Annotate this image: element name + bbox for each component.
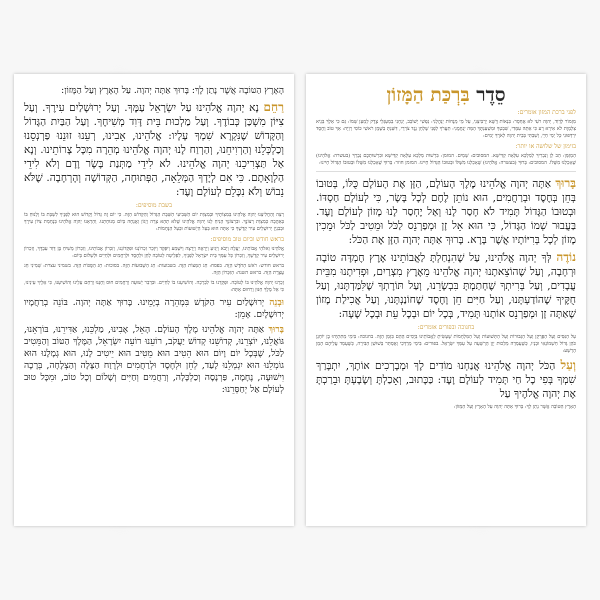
veal-paragraph <box>316 358 576 401</box>
uvneh-initial: וּבְנֵה <box>269 298 284 308</box>
hazan-paragraph <box>316 176 576 247</box>
nodeh-text: לְּךָ יְהוָה אֱלֹהֵינוּ, עַל שֶׁהִנְחַלְתָּ לַאֲבוֹתֵינוּ אֶרֶץ חֶמְדָּה טוֹבָה וּרְחָבָה, וְעַל שֶׁהוֹצֵאתָנוּ יְהוָה אֱלֹהֵינוּ מֵאֶרֶץ מִצְרַיִם, וּפְדִיתָנוּ מִבֵּית עֲבָדִים, וְעַל בְּרִיתְךָ שֶׁחָתַמְתָּ בִּבְשָׂרֵנוּ, וְעַל תּוֹרָתְךָ שֶׁלִּמַּדְתָּנוּ, וְעַל חֻקֶּיךָ שֶׁהוֹדַעְתָּנוּ, וְעַל חַיִּים חֵן וָחֶסֶד שֶׁחוֹנַנְתָּנוּ, וְעַל אֲכִילַת מָזוֹן שָׁאַתָּה זָן וּמְפַרְנֵס אוֹתָנוּ תָּמִיד, בְּכָל יוֹם וּבְכָל עֵת וּבְכָל שָׁעָה: <box>316 252 576 320</box>
chanukah-heading: בחנוכה ובפורים אומרים: <box>417 324 475 331</box>
veal-text: הַכֹּל יְהוָה אֱלֹהֵינוּ אֲנַחְנוּ מוֹדִים לָךְ וּמְבָרְכִים אוֹתָךְ, יִתְבָּרַךְ שִׁמְךָ בְּפִי כָל חַי תָּמִיד לְעוֹלָם וָעֶד: כַּכָּתוּב, וְאָכַלְתָּ וְשָׂבָעְתָּ וּבֵרַכְתָּ אֶת יְהוָה אֱלֹהֶיךָ עַל <box>316 360 576 400</box>
baruch-text: אַתָּה יְהוָה אֱלֹהֵינוּ מֶלֶךְ הָעוֹלָם. הָאֵל, אָבִינוּ, מַלְכֵּנוּ, אַדִּירֵנוּ, בּוֹרְאֵנוּ, גּוֹאֲלֵנוּ, יוֹצְרֵנוּ, קְדוֹשֵׁנוּ קְדוֹשׁ יַעֲקֹב, רוֹעֵנוּ רוֹעֵה יִשְׂרָאֵל, הַמֶּלֶךְ הַטּוֹב וְהַמֵּטִיב לַכֹּל, שֶׁבְּכָל יוֹם וָיוֹם הוּא הֵטִיב הוּא מֵטִיב הוּא יֵיטִיב לָנוּ, הוּא גְמָלָנוּ הוּא גוֹמְלֵנוּ הוּא יִגְמְלֵנוּ לָעַד, לְחֵן וּלְחֶסֶד וּלְרַחֲמִים וּלְרֶוַח הַצָּלָה וְהַצְלָחָה, בְּרָכָה וִישׁוּעָה, נֶחָמָה, פַּרְנָסָה וְכַלְכָּלָה, וְרַחֲמִים וְחַיִּים וְשָׁלוֹם וְכָל טוֹב, וּמִכָּל טוּב לְעוֹלָם אַל יְחַסְּרֵנוּ: <box>24 325 284 395</box>
rachem-text: נָא יְהוָה אֱלֹהֵינוּ עַל יִשְׂרָאֵל עַמֶּךָ. וְעַל יְרוּשָׁלַיִם עִירֶךָ. וְעַל צִיּוֹן מִשְׁכַּן כְּבוֹדֶךָ. וְעַל מַלְכוּת בֵּית דָּוִד מְשִׁיחֶךָ. וְעַל הַבַּיִת הַגָּדוֹל וְהַקָּדוֹשׁ שֶׁנִּקְרָא שִׁמְךָ עָלָיו: אֱלֹהֵינוּ, אָבִינוּ, רְעֵנוּ זוּנֵנוּ פַּרְנְסֵנוּ וְכַלְכְּלֵנוּ וְהַרְוִיחֵנוּ, וְהַרְוַח לָנוּ יְהוָה אֱלֹהֵינוּ מְהֵרָה מִכָּל צָרוֹתֵינוּ. וְנָא אַל תַּצְרִיכֵנוּ יְהוָה אֱלֹהֵינוּ. לֹא לִידֵי מַתְּנַת בָּשָׂר וָדָם וְלֹא לִידֵי הַלְוָאָתָם. כִּי אִם לְיָדְךָ הַמְּלֵאָה, הַפְּתוּחָה, הַקְּדוֹשָׁה וְהָרְחָבָה. שֶׁלֹּא נֵבוֹשׁ וְלֹא נִכָּלֵם לְעוֹלָם וָעֶד: <box>24 102 284 198</box>
chanukah-text: עַל הַנִּסִּים וְעַל הַפֻּרְקָן וְעַל הַגְּבוּרוֹת וְעַל הַתְּשׁוּעוֹת וְעַל הַמִּלְחָמוֹת שֶׁעָשִׂיתָ לַאֲבוֹתֵינוּ בַּיָּמִים הָהֵם בִּזְּמַן הַזֶּה. בחנוכה: בִּימֵי מַתִּתְיָהוּ בֶן יוֹחָנָן כֹּהֵן גָּדוֹל חַשְׁמוֹנָאִי וּבָנָיו, כְּשֶׁעָמְדָה מַלְכוּת יָוָן הָרְשָׁעָה עַל עַמְּךָ יִשְׂרָאֵל. בפורים: בִּימֵי מָרְדְּכַי וְאֶסְתֵּר בְּשׁוּשַׁן הַבִּירָה, כְּשֶׁעָמַד עֲלֵיהֶם הָמָן הָרָשָׁע: <box>316 334 576 354</box>
uvneh-paragraph <box>24 297 284 321</box>
divider <box>316 171 576 172</box>
title-part2: בִּרְכַּת הַמָּזוֹן <box>386 84 470 106</box>
retzeh-text: רְצֵה וְהַחֲלִיצֵנוּ יְהוָה אֱלֹהֵינוּ בְּמִצְוֹתֶיךָ וּבְמִצְוַת יוֹם הַשְּׁבִיעִי הַשַּׁבָּת הַגָּדוֹל וְהַקָּדוֹשׁ הַזֶּה. כִּי יוֹם זֶה גָּדוֹל וְקָדוֹשׁ הוּא לְפָנֶיךָ לִשְׁבָּת בּוֹ וְלָנוּחַ בּוֹ בְּאַהֲבָה כְּמִצְוַת רְצוֹנֶךָ. וּבִרְצוֹנְךָ הָנִיחַ לָנוּ יְהוָה אֱלֹהֵינוּ שֶׁלֹּא תְהֵא צָרָה וְיָגוֹן וַאֲנָחָה בְּיוֹם מְנוּחָתֵנוּ. וְהַרְאֵנוּ יְהוָה אֱלֹהֵינוּ בְּנֶחָמַת צִיּוֹן עִירֶךָ וּבְבִנְיַן יְרוּשָׁלַיִם עִיר קָדְשֶׁךָ כִּי אַתָּה הוּא בַּעַל הַיְשׁוּעוֹת וּבַעַל הַנֶּחָמוֹת: <box>24 212 284 232</box>
rachem-initial: רַחֵם <box>263 100 284 114</box>
bottom-small-text: הָאָרֶץ הַטּוֹבָה אֲשֶׁר נָתַן לָךְ: בָּרוּךְ אַתָּה יְהוָה עַל הָאָרֶץ וְעַל הַמָּזוֹן: <box>453 404 576 410</box>
nodeh-paragraph <box>316 250 576 321</box>
rosh-chodesh-label: בראש חודש וביום טוב מוסיפים: <box>210 236 284 243</box>
shabbat-label: בשבת מוסיפים: <box>135 202 173 209</box>
rachem-paragraph <box>24 100 284 199</box>
occasions-text: בראש חודש: רֹאשׁ הַחֹדֶשׁ הַזֶּה. בפסח: חַג הַמַּצּוֹת הַזֶּה. בשבועות: חַג הַשָּׁבוּעוֹת הַזֶּה. בסוכות: חַג הַסֻּכּוֹת הַזֶּה. בשמיני עצרת: שְׁמִינִי חַג עֲצֶרֶת הַזֶּה. בראש השנה: הַזִּכָּרוֹן הַזֶּה. <box>24 263 284 276</box>
left-top-lines: הָאָרֶץ הַטּוֹבָה אֲשֶׁר נָתַן לָךְ: בָּרוּךְ אַתָּה יְהוָה. עַל הָאָרֶץ וְעַל הַמָּזוֹן: <box>61 86 284 96</box>
intro-text: מִזְמוֹר לְדָוִד, יְהוָה רֹעִי לֹא אֶחְסָר: בִּנְאוֹת דֶּשֶׁא יַרְבִּיצֵנִי, עַל מֵי מְנֻחוֹת יְנַהֲלֵנִי: נַפְשִׁי יְשׁוֹבֵב, יַנְחֵנִי בְמַעְגְּלֵי צֶדֶק לְמַעַן שְׁמוֹ: גַּם כִּי אֵלֵךְ בְּגֵיא צַלְמָוֶת לֹא אִירָא רָע כִּי אַתָּה עִמָּדִי, שִׁבְטְךָ וּמִשְׁעַנְתֶּךָ הֵמָּה יְנַחֲמֻנִי: תַּעֲרֹךְ לְפָנַי שֻׁלְחָן נֶגֶד צֹרְרָי, דִּשַּׁנְתָּ בַשֶּׁמֶן רֹאשִׁי כּוֹסִי רְוָיָה: אַךְ טוֹב וָחֶסֶד יִרְדְּפוּנִי כָּל יְמֵי חַיָּי, וְשַׁבְתִּי בְּבֵית יְהוָה לְאֹרֶךְ יָמִים: <box>316 119 576 139</box>
zochrenu-text: זָכְרֵנוּ יְהוָה אֱלֹהֵינוּ בּוֹ לְטוֹבָה. וּפָקְדֵנוּ בוֹ לִבְרָכָה. וְהוֹשִׁיעֵנוּ בוֹ לְחַיִּים. וּבִדְבַר יְשׁוּעָה וְרַחֲמִים חוּס וְחָנֵּנוּ וְרַחֵם עָלֵינוּ וְהוֹשִׁיעֵנוּ, כִּי אֵלֶיךָ עֵינֵינוּ, כִּי אֵל מֶלֶךְ חַנּוּן וְרַחוּם אָתָּה: <box>24 280 284 293</box>
baruch-paragraph <box>24 324 284 396</box>
hazan-initial: בָּרוּךְ <box>555 176 577 190</box>
yaaleh-text: אֱלֹהֵינוּ וֵאלֹהֵי אֲבוֹתֵינוּ, יַעֲלֶה וְיָבֹא וְיַגִּיעַ וְיֵרָאֶה וְיֵרָצֶה וְיִשָּׁמַע וְיִפָּקֵד וְיִזָּכֵר זִכְרוֹנֵנוּ וּפִקְדוֹנֵנוּ, וְזִכְרוֹן אֲבוֹתֵינוּ, וְזִכְרוֹן מָשִׁיחַ בֶּן דָּוִד עַבְדֶּךָ, וְזִכְרוֹן יְרוּשָׁלַיִם עִיר קָדְשֶׁךָ, וְזִכְרוֹן כָּל עַמְּךָ בֵּית יִשְׂרָאֵל לְפָנֶיךָ, לִפְלֵיטָה לְטוֹבָה לְחֵן וּלְחֶסֶד וּלְרַחֲמִים וּלְחַיִּים וּלְשָׁלוֹם בְּיוֹם: <box>24 246 284 259</box>
page-title <box>316 84 576 107</box>
intro-heading: לפני ברכת המזון אומרים: <box>517 109 576 116</box>
title-part1: סֵדֶר <box>476 84 506 106</box>
right-page <box>306 74 586 526</box>
veal-initial: וְעַל <box>560 358 576 372</box>
baruch-initial: בָּרוּךְ <box>268 325 284 335</box>
zimun-text: הַמְזַמֵּן: הַב לָן וְנִבְרִיךְ לְמַלְכָּא עִלָּאָה קַדִּישָׁא. המסובים: שָׁמַיִם. המזמן: בִּרְשׁוּת מַלְכָּא עִלָּאָה קַדִּישָׁא וּבִרְשׁוּתְכֶם נְבָרֵךְ (בעשרה: אֱלֹהֵינוּ) שֶׁאָכַלְנוּ מִשֶּׁלּוֹ. המסובים: בָּרוּךְ (בעשרה: אֱלֹהֵינוּ) שֶׁאָכַלְנוּ מִשֶּׁלּוֹ וּבְטוּבוֹ הַגָּדוֹל חָיִינוּ. המזמן חוזר: בָּרוּךְ שֶׁאָכַלְנוּ מִשֶּׁלּוֹ וּבְטוּבוֹ הַגָּדוֹל חָיִינוּ: <box>316 153 576 166</box>
left-page <box>14 74 294 526</box>
uvneh-text: יְרוּשָׁלַיִם עִיר הַקֹּדֶשׁ בִּמְהֵרָה בְיָמֵינוּ. בָּרוּךְ אַתָּה יְהוָה. בּוֹנֵה בְרַחֲמָיו יְרוּשָׁלָיִם. אָמֵן: <box>24 298 284 320</box>
nodeh-initial: נוֹדֶה <box>556 250 576 264</box>
zimun-heading: בזימון של שלושה או יותר: <box>515 143 576 150</box>
hazan-text: אַתָּה יְהוָה אֱלֹהֵינוּ מֶלֶךְ הָעוֹלָם, הַזָּן אֶת הָעוֹלָם כֻּלּוֹ, בְּטוּבוֹ בְּחֵן בְּחֶסֶד וּבְרַחֲמִים, הוּא נוֹתֵן לֶחֶם לְכָל בָּשָׂר, כִּי לְעוֹלָם חַסְדּוֹ. וּבְטוּבוֹ הַגָּדוֹל תָּמִיד לֹא חָסַר לָנוּ וְאַל יֶחְסַר לָנוּ מָזוֹן לְעוֹלָם וָעֶד. בַּעֲבוּר שְׁמוֹ הַגָּדוֹל, כִּי הוּא אֵל זָן וּמְפַרְנֵס לַכֹּל וּמֵטִיב לַכֹּל וּמֵכִין מָזוֹן לְכָל בְּרִיּוֹתָיו אֲשֶׁר בָּרָא. בָּרוּךְ אַתָּה יְהוָה הַזָּן אֶת הַכֹּל: <box>316 178 576 246</box>
